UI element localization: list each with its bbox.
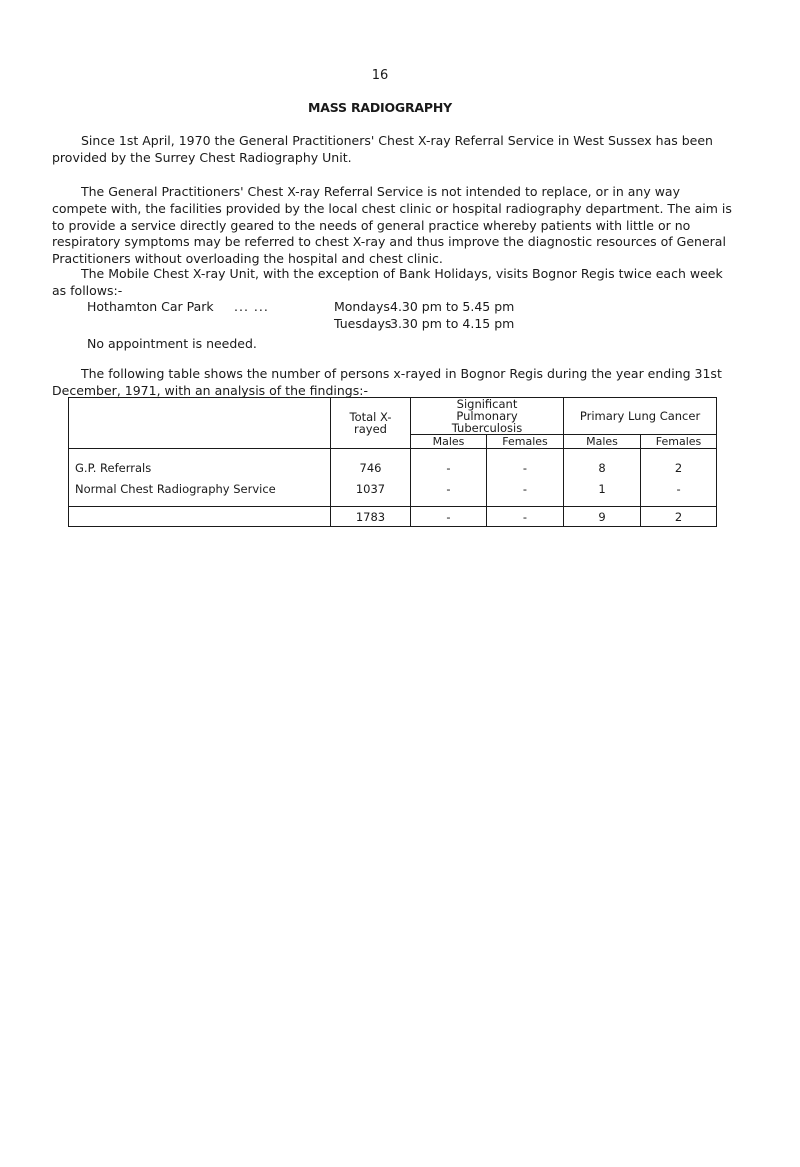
row-label: Normal Chest Radiography Service <box>75 482 276 496</box>
cell-tb-females: - <box>522 482 528 496</box>
cell-cancer-females: - <box>676 482 681 496</box>
totals-row <box>69 507 717 527</box>
tb-header: Significant Pulmonary Tuberculosis <box>411 398 564 435</box>
tb-males-header: Males <box>411 435 487 449</box>
visit-day: Tuesdays <box>334 316 392 331</box>
table-header-row <box>69 398 717 435</box>
appointment-note: No appointment is needed. <box>87 336 257 351</box>
totals-cancer-females: 2 <box>641 507 717 527</box>
cell-tb-males: - <box>446 461 451 475</box>
visit-row-monday <box>87 298 687 315</box>
cell-total: 1037 <box>355 482 386 496</box>
tb-females-column <box>487 449 564 507</box>
cell-tb-males: - <box>446 482 451 496</box>
totals-tb-females: - <box>487 507 564 527</box>
cancer-males-column <box>564 449 641 507</box>
mobile-unit-paragraph: The Mobile Chest X-ray Unit, with the exception of Bank Holidays, visits Bognor Regis twice each week as follows:- <box>52 266 723 298</box>
intro-paragraph: Since 1st April, 1970 the General Practitioners' Chest X-ray Referral Service in West Sussex has been provided by the Surrey Chest Radiography Unit. <box>52 133 713 165</box>
visit-schedule <box>87 298 687 332</box>
cell-cancer-females: 2 <box>674 461 683 475</box>
row-labels <box>69 449 331 507</box>
totals-tb-males: - <box>411 507 487 527</box>
totals-cancer-males: 9 <box>564 507 641 527</box>
table-row <box>69 449 717 507</box>
visit-time: 3.30 pm to 4.15 pm <box>390 316 515 331</box>
page-title: MASS RADIOGRAPHY <box>308 100 452 115</box>
totals-label-cell <box>69 507 331 527</box>
cancer-males-header: Males <box>564 435 641 449</box>
total-header: Total X-rayed <box>331 398 411 449</box>
visit-day: Mondays <box>334 299 390 314</box>
visit-row-tuesday <box>87 315 687 332</box>
cell-tb-females: - <box>522 461 528 475</box>
blank-header-cell <box>69 398 331 449</box>
tb-males-column <box>411 449 487 507</box>
visit-dots: ... ... <box>234 299 269 314</box>
cancer-females-header: Females <box>641 435 717 449</box>
tb-females-header: Females <box>487 435 564 449</box>
cell-cancer-males: 1 <box>598 482 606 496</box>
visit-location: Hothamton Car Park <box>87 299 214 314</box>
total-column <box>331 449 411 507</box>
page-number: 16 <box>371 68 389 83</box>
totals-total: 1783 <box>331 507 411 527</box>
cancer-females-column <box>641 449 717 507</box>
row-label: G.P. Referrals <box>75 461 152 475</box>
table-intro-paragraph: The following table shows the number of persons x-rayed in Bognor Regis during the year ending 31st December, 1971, with an analysis of the findings:- <box>52 366 722 398</box>
cell-total: 746 <box>359 461 382 475</box>
findings-table <box>68 397 717 527</box>
cancer-header: Primary Lung Cancer <box>564 398 717 435</box>
purpose-paragraph: The General Practitioners' Chest X-ray Referral Service is not intended to replace, or in any way compete with, the facilities provided by the local chest clinic or hospital radiography department. The aim is to provide a service directly geared to the needs of general practice whereby patients with little or no respiratory symptoms may be referred to chest X-ray and thus improve the diagnostic resources of General Practitioners without overloading the hospital and chest clinic. <box>52 184 732 267</box>
visit-time: 4.30 pm to 5.45 pm <box>390 299 515 314</box>
cell-cancer-males: 8 <box>598 461 606 475</box>
